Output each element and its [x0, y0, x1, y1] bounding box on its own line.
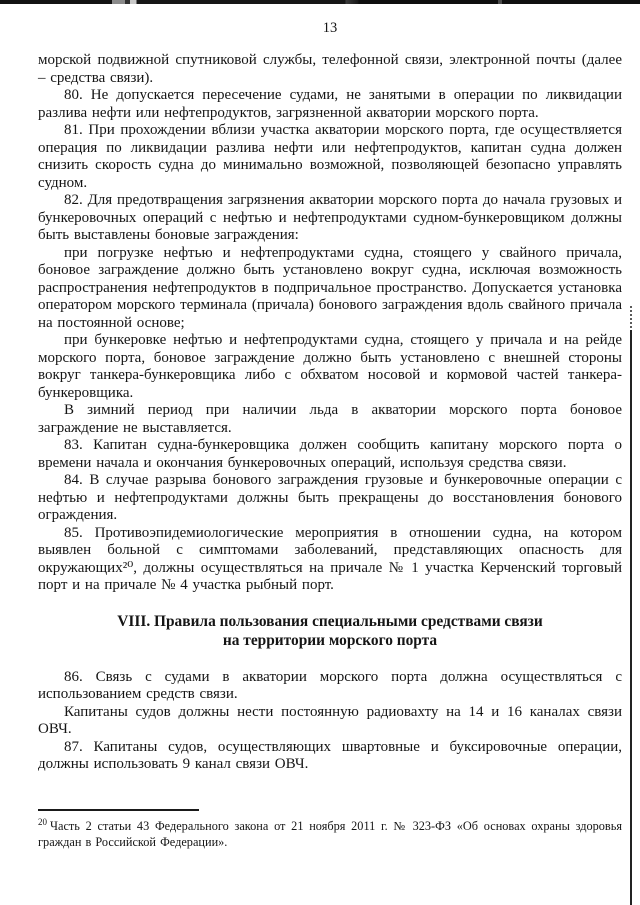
paragraph: 83. Капитан судна-бункеровщика должен сообщить капитану морского порта о времени начала и окончания бункеровочных операций, используя средства связи. — [38, 437, 622, 471]
scan-artifact-right-line-dashed — [630, 306, 632, 332]
section-heading-line-2: на территории морского порта — [222, 632, 438, 649]
paragraph: при погрузке нефтью и нефтепродуктами судна, стоящего у свайного причала, боновое заграждение должно быть установлено вокруг судна, исключая возможность распространения нефтепродуктов в подпричальное пространство. Допускается установка оператором морского терминала (причала) бонового заграждения вдоль свайного причала на постоянной основе; — [38, 244, 622, 331]
paragraph: 84. В случае разрыва бонового заграждения грузовые и бункеровочные операции с нефтью и нефтепродуктами должны быть прекращены до восстановления бонового ограждения. — [38, 472, 622, 523]
body-paragraphs-top — [38, 52, 622, 595]
scan-artifact-top-band — [0, 0, 640, 4]
paragraph: морской подвижной спутниковой службы, телефонной связи, электронной почты (далее – средства связи). — [38, 52, 622, 86]
paragraph: Капитаны судов должны нести постоянную радиовахту на 14 и 16 каналах связи ОВЧ. — [38, 703, 622, 737]
footnote-marker: 20 — [38, 817, 47, 827]
footnote — [38, 815, 622, 850]
scan-artifact-right-line — [630, 330, 632, 905]
body-paragraphs-bottom — [38, 669, 622, 774]
section-heading — [38, 612, 622, 651]
document-body — [38, 52, 622, 774]
footnote-text: Часть 2 статьи 43 Федерального закона от 21 ноября 2011 г. № 323-ФЗ «Об основах охраны здоровья граждан в Российской Федерации». — [38, 819, 622, 849]
page-number: 13 — [322, 20, 338, 36]
paragraph: 81. При прохождении вблизи участка акватории морского порта, где осуществляется операция по ликвидации разлива нефти или нефтепродуктов, капитан судна должен снизить скорость судна до минимально возможной, позволяющей безопасно управлять судном. — [38, 122, 622, 191]
paragraph: 87. Капитаны судов, осуществляющих швартовные и буксировочные операции, должны использовать 9 канал связи ОВЧ. — [38, 738, 622, 772]
footnote-area — [38, 809, 622, 850]
paragraph: В зимний период при наличии льда в акватории морского порта боновое заграждение не выставляется. — [38, 402, 622, 436]
paragraph: 82. Для предотвращения загрязнения акватории морского порта до начала грузовых и бункеровочных операций с нефтью и нефтепродуктами судном-бункеровщиком должны быть выставлены боновые заграждения: — [38, 192, 622, 243]
paragraph: 86. Связь с судами в акватории морского порта должна осуществляться с использованием средств связи. — [38, 668, 622, 702]
paragraph: 85. Противоэпидемиологические мероприятия в отношении судна, на котором выявлен больной с симптомами заболеваний, представляющих опасность для окружающих²⁰, должны осуществляться на причале № 1 участка Керченский торговый порт и на причале № 4 участка рыбный порт. — [38, 524, 622, 593]
paragraph: 80. Не допускается пересечение судами, не занятыми в операции по ликвидации разлива нефти или нефтепродуктов, загрязненной акватории морского порта. — [38, 87, 622, 121]
footnote-separator — [38, 809, 199, 811]
paragraph: при бункеровке нефтью и нефтепродуктами судна, стоящего у причала и на рейде морского порта, боновое заграждение должно быть установлено с внешней стороны вокруг танкера-бункеровщика либо с обхватом носовой и кормовой частей танкера-бункеровщика. — [38, 332, 622, 401]
section-heading-line-1: VIII. Правила пользования специальными средствами связи — [117, 612, 543, 630]
